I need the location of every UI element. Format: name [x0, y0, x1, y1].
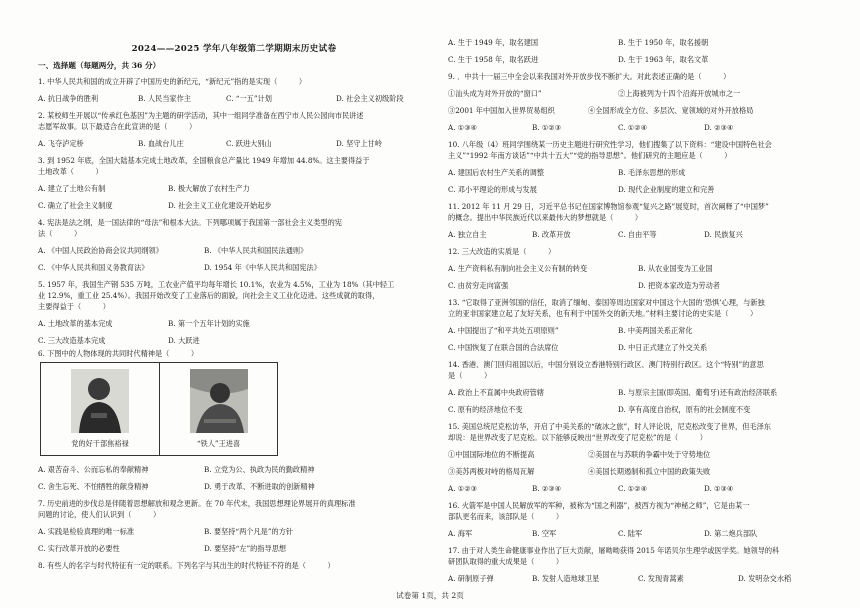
- question-line: 业 12.9%，重工业 25.4%）。我国开始改变了工业落后的面貌，向社会主义工业化迈进。这些成就的取得，: [38, 291, 380, 300]
- answer-option: D. 享有高度自治权，原有的社会制度不变: [618, 405, 751, 414]
- photo-wang-jinxi: [160, 363, 277, 455]
- answer-option: B. 发射人造地球卫星: [532, 574, 600, 583]
- answer-option: D. 社会主义初级阶段: [336, 94, 404, 103]
- answer-option: A. 中国提出了“和平共处五项原则”: [448, 326, 559, 335]
- section-heading: 一、选择题（每题两分，共 36 分）: [38, 61, 161, 70]
- answer-option: D. 现代企业制度的建立和完善: [618, 185, 715, 194]
- answer-option: D. 把资本家改造为劳动者: [638, 281, 720, 290]
- answer-option: B. 极大解放了农村生产力: [168, 184, 250, 193]
- answer-option: A. 独立自主: [448, 230, 487, 239]
- answer-option: B. 从农业国变为工业国: [638, 264, 713, 273]
- question-line: 部队更名而来，该部队是（ ）: [448, 512, 564, 521]
- question-line: 7. 历史前进的步伐总是伴随着思想解放和观念更新。在 70 年代末，我国思想理论界展开的真理标准: [38, 499, 356, 508]
- answer-option: B. ①②③: [532, 123, 562, 132]
- answer-option: ②美国在与苏联的争霸中处于守势地位: [588, 450, 711, 459]
- answer-option: ④全国形成全方位、多层次、宽领域的对外开放格局: [588, 106, 754, 115]
- photo-box: [40, 362, 278, 456]
- answer-option: D. ①③④: [704, 484, 734, 493]
- answer-option: A. 艰苦奋斗、公而忘私的奉献精神: [38, 465, 149, 474]
- answer-option: C. ①②④: [618, 484, 648, 493]
- answer-option: B. 空军: [532, 529, 557, 538]
- answer-option: C. 陆军: [618, 529, 643, 538]
- question-line: 立的亚非国家建立起了友好关系，也有利于中国外交的新天地。”材料主要讨论的史实是（ ）: [448, 309, 758, 318]
- question-line: 14. 香港、澳门回归祖国以后，中国分别设立香港特别行政区、澳门特别行政区。这个“特别”的意思: [448, 360, 764, 369]
- question-line: 8. 有些人的名字与时代特征有一定的联系。下列名字与其出生的时代特征不符的是（ ）: [38, 561, 335, 570]
- photo-caption: 党的好干部焦裕禄: [71, 439, 129, 448]
- answer-option: A. 建立了土地公有制: [38, 184, 106, 193]
- answer-option: C. ①②④: [618, 123, 648, 132]
- answer-option: A. ①②③: [448, 484, 478, 493]
- answer-option: A. 实践是检验真理的唯一标准: [38, 527, 135, 536]
- question-line: 研团队取得的重大成果是（ ）: [448, 557, 564, 566]
- answer-option: C. 三大改造基本完成: [38, 336, 106, 345]
- answer-option: B. 毛泽东思想的形成: [618, 168, 686, 177]
- question-line: 1. 中华人民共和国的成立开辟了中国历史的新纪元，“新纪元”指的是实现（ ）: [38, 77, 307, 86]
- question-line: 主要得益于（ ）: [38, 302, 110, 311]
- answer-option: B. 生于 1950 年，取名援朝: [618, 38, 709, 47]
- answer-option: B. ②③④: [532, 484, 562, 493]
- answer-option: C. 中国恢复了在联合国的合法席位: [448, 343, 559, 352]
- answer-option: B. 改革开放: [532, 230, 571, 239]
- answer-option: C. 原有的经济地位不变: [448, 405, 523, 414]
- answer-option: B. 第一个五年计划的实施: [168, 319, 250, 328]
- question-line: 3. 到 1952 年底，全国大陆基本完成土地改革，全国粮食总产量比 1949 年增加 44.8%。这主要得益于: [38, 156, 370, 165]
- question-line: 问题的讨论，使人们认识到（ ）: [38, 510, 161, 519]
- question-line: 13. “它取得了亚洲邻国的信任，取消了缅甸、泰国等周边国家对中国这个大国的‘恐惧’心理，与新独: [448, 298, 765, 307]
- question-line: 17. 由于对人类生命健康事业作出了巨大贡献，屠呦呦获得 2015 年诺贝尔生理学或医学奖。她领导的科: [448, 546, 780, 555]
- answer-option: C. 发现青蒿素: [638, 574, 684, 583]
- answer-option: B. 《中华人民共和国民法通则》: [204, 246, 308, 255]
- question-line: 2. 某校师生开展以“传承红色基因”为主题的研学活动，其中一组同学准备在西宁市人民公园向市民讲述: [38, 111, 364, 120]
- answer-option: B. 与原宗主国(即英国、葡萄牙)还有政治经济联系: [618, 388, 778, 397]
- answer-option: C. 自由平等: [618, 230, 657, 239]
- answer-option: ①汕头成为对外开放的“窗口”: [448, 89, 542, 98]
- answer-option: D. 中日正式建立了外交关系: [618, 343, 708, 352]
- question-line: 主义”“1992 年南方谈话”“中共十五大”“党的指导思想”。他们研究的主题应是（ ）: [448, 151, 732, 160]
- answer-option: D. ②③④: [704, 123, 734, 132]
- photo-jiao-yulu: [41, 363, 160, 455]
- answer-option: C. 确立了社会主义制度: [38, 201, 113, 210]
- answer-option: B. 中美两国关系正常化: [618, 326, 693, 335]
- answer-option: A. 抗日战争的胜利: [38, 94, 99, 103]
- answer-option: ②上海被列为十四个沿海开放城市之一: [618, 89, 741, 98]
- question-line: 12. 三大改造的实质是（ ）: [448, 247, 556, 256]
- answer-option: C. 《中华人民共和国义务教育法》: [38, 263, 149, 272]
- answer-option: B. 要坚持“两个凡是”的方针: [204, 527, 294, 536]
- answer-option: A. 政治上不直属中央政府管辖: [448, 388, 545, 397]
- answer-option: B. 立党为公、执政为民的勤政精神: [204, 465, 315, 474]
- answer-option: ③美苏两极对峙的格局瓦解: [448, 467, 535, 476]
- answer-option: D. 要坚持“左”的指导思想: [204, 544, 287, 553]
- answer-option: C. 由贫穷走向富强: [448, 281, 509, 290]
- question-line: 却说：是世界改变了尼克松。以下能够反映出“世界改变了尼克松”的是（ ）: [448, 433, 707, 442]
- answer-option: A. ①③④: [448, 123, 478, 132]
- question-line: 11. 2012 年 11 月 29 日，习近平总书记在国家博物馆参观“复兴之路”展览时，首次阐释了“中国梦”: [448, 202, 769, 211]
- answer-option: D. 生于 1963 年，取名文革: [618, 55, 709, 64]
- answer-option: D. 发明杂交水稻: [738, 574, 792, 583]
- portrait-wang-jinxi-image: [190, 369, 248, 433]
- answer-option: D. 坚守上甘岭: [336, 139, 383, 148]
- answer-option: ③2001 年中国加入世界贸易组织: [448, 106, 555, 115]
- answer-option: A. 建国后农村生产关系的调整: [448, 168, 545, 177]
- answer-option: D. 第二炮兵部队: [704, 529, 758, 538]
- answer-option: A. 土地改革的基本完成: [38, 319, 113, 328]
- question-line: 5. 1957 年，我国生产钢 535 万吨，工农业产值平均每年增长 10.1%，农业为 4.5%，工业为 18%（其中轻工: [38, 280, 395, 289]
- answer-option: A. 生于 1949 年，取名建国: [448, 38, 539, 47]
- answer-option: C. “一五”计划: [226, 94, 272, 103]
- question-line: 16. 火箭军是中国人民解放军的军种，被称为“国之利器”，被西方视为“神秘之师”，它是由某一: [448, 501, 750, 510]
- answer-option: A. 海军: [448, 529, 473, 538]
- answer-option: D. 1954 年《中华人民共和国宪法》: [204, 263, 321, 272]
- question-line: 土地改革（ ）: [38, 167, 103, 176]
- answer-option: A. 《中国人民政治协商会议共同纲领》: [38, 246, 163, 255]
- answer-option: D. 大跃进: [168, 336, 200, 345]
- portrait-jiao-yulu-image: [71, 369, 129, 433]
- question-line: 是（ ）: [448, 371, 492, 380]
- photo-caption: “铁人”王进喜: [196, 439, 241, 448]
- answer-option: B. 血战台儿庄: [138, 139, 184, 148]
- question-line: 9. ．中共十一届三中全会以来我国对外开放步伐不断扩大。对此表述正确的是（ ）: [448, 72, 731, 81]
- question-line: 15. 美国总统尼克松访华，开启了中美关系的“破冰之旅”，时人评论说，尼克松改变了世界，但毛泽东: [448, 422, 771, 431]
- answer-option: ①中国国际地位的不断提高: [448, 450, 535, 459]
- answer-option: D. 民族复兴: [704, 230, 743, 239]
- exam-title: 2024——2025 学年八年级第二学期期末历史试卷: [131, 44, 337, 54]
- answer-option: D. 社会主义工业化建设开始起步: [168, 201, 272, 210]
- answer-option: A. 飞夺泸定桥: [38, 139, 84, 148]
- answer-option: C. 邓小平理论的形成与发展: [448, 185, 537, 194]
- answer-option: C. 跃进大别山: [226, 139, 272, 148]
- answer-option: C. 舍生忘死、不怕牺牲的献身精神: [38, 482, 149, 491]
- answer-option: C. 实行改革开放的必要性: [38, 544, 120, 553]
- answer-option: D. 勇于改革、不断进取的创新精神: [204, 482, 315, 491]
- question-line: 10. 八年级（4）班同学围绕某一历史主题进行研究性学习，他们搜集了以下资料：“建设中国特色社会: [448, 140, 772, 149]
- question-line: 6. 下图中的人物体现的共同时代精神是（ ）: [38, 349, 199, 358]
- question-line: 志愿军故事。以下最适合在此宣讲的是（ ）: [38, 122, 197, 131]
- page-footer: 试卷第 1页，共 2页: [396, 591, 464, 600]
- answer-option: B. 人民当家作主: [138, 94, 191, 103]
- answer-option: A. 研制原子弹: [448, 574, 494, 583]
- answer-option: A. 生产资料私有制向社会主义公有制的转变: [448, 264, 588, 273]
- answer-option: C. 生于 1958 年，取名跃进: [448, 55, 539, 64]
- question-line: 4. 宪法是法之纲，是一国法律的“母法”和根本大法。下列哪项属于我国第一部社会主义类型的宪: [38, 218, 342, 227]
- question-line: 的概念。提出中华民族近代以来最伟大的梦想就是（ ）: [448, 213, 643, 222]
- question-line: 法（ ）: [38, 229, 82, 238]
- answer-option: ④美国长期遏制和孤立中国的政策失败: [588, 467, 711, 476]
